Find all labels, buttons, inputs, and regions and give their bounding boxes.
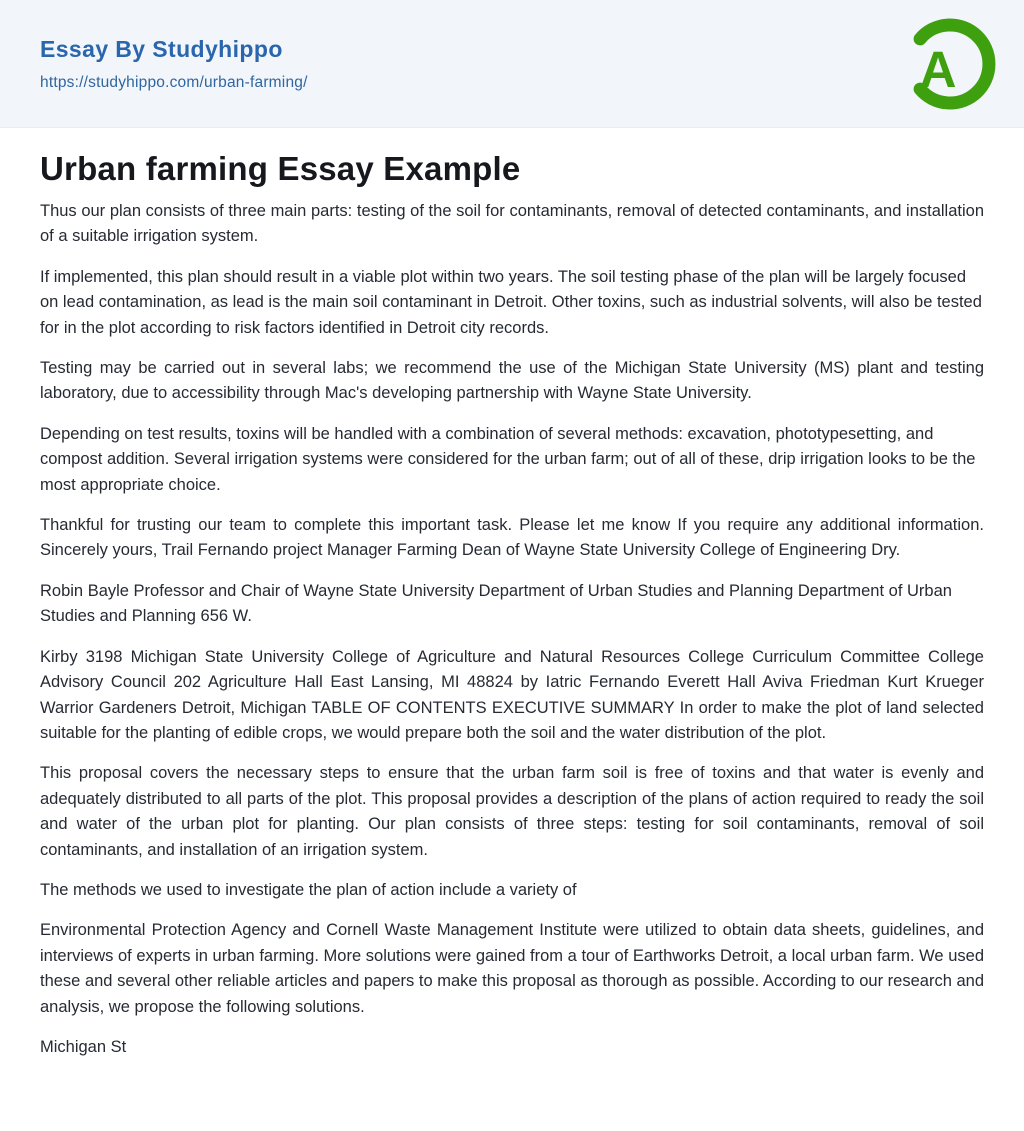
essay-paragraph: Robin Bayle Professor and Chair of Wayne State University Department of Urban Studies and Planning Department of Urban Studies and Planning 656 W. [40, 581, 952, 626]
essay-body [40, 199, 984, 1060]
page-header [0, 0, 1024, 128]
essay-paragraph: If implemented, this plan should result in a viable plot within two years. The soil testing phase of the plan will be largely focused on lead contamination, as lead is the main soil contaminant in Detroit. Other toxins, such as industrial solvents, will also be tested for in the plot according to risk factors identified in Detroit city records. [40, 267, 982, 337]
essay-content [0, 128, 1024, 1060]
essay-paragraph: Environmental Protection Agency and Cornell Waste Management Institute were utilized to obtain data sheets, guidelines, and interviews of experts in urban farming. More solutions were gained from a tour of Earthworks Detroit, a local urban farm. We used these and several other reliable articles and papers to make this proposal as thorough as possible. According to our research and analysis, we propose the following solutions. [40, 921, 984, 1016]
logo-arc-icon [904, 18, 996, 110]
studyhippo-logo [904, 18, 996, 110]
essay-paragraph: Depending on test results, toxins will be handled with a combination of several methods: excavation, phototypesetting, and compost addition. Several irrigation systems were considered for the urban farm; out of all of these, drip irrigation looks to be the most appropriate choice. [40, 424, 976, 494]
essay-paragraph: Thankful for trusting our team to complete this important task. Please let me know If you require any additional information. Sincerely yours, Trail Fernando project Manager Farming Dean of Wayne State University College of Engineering Dry. [40, 516, 984, 560]
essay-paragraph: This proposal covers the necessary steps to ensure that the urban farm soil is free of toxins and that water is evenly and adequately distributed to all parts of the plot. This proposal provides a description of the plans of action required to ready the soil and water of the urban plot for planting. Our plan consists of three steps: testing for soil contaminants, removal of soil contaminants, and installation of an irrigation system. [40, 764, 984, 859]
essay-paragraph: Thus our plan consists of three main parts: testing of the soil for contaminants, removal of detected contaminants, and installation of a suitable irrigation system. [40, 202, 984, 246]
essay-paragraph: Kirby 3198 Michigan State University College of Agriculture and Natural Resources College Curriculum Committee College Advisory Council 202 Agriculture Hall East Lansing, MI 48824 by Iatric Fernando Everett Hall Aviva Friedman Kurt Krueger Warrior Gardeners Detroit, Michigan TABLE OF CONTENTS EXECUTIVE SUMMARY In order to make the plot of land selected suitable for the planting of edible crops, we would prepare both the soil and the water distribution of the plot. [40, 647, 984, 742]
essay-paragraph: Michigan St [40, 1037, 127, 1056]
essay-title: Urban farming Essay Example [40, 150, 521, 187]
header-text-block [40, 36, 308, 92]
essay-paragraph: The methods we used to investigate the plan of action include a variety of [40, 880, 577, 899]
logo-letter: A [919, 40, 957, 98]
source-url-link[interactable]: https://studyhippo.com/urban-farming/ [40, 73, 308, 91]
site-title: Essay By Studyhippo [40, 35, 283, 62]
essay-paragraph: Testing may be carried out in several labs; we recommend the use of the Michigan State University (MS) plant and testing laboratory, due to accessibility through Mac's developing partnership with Wayne State University. [40, 359, 984, 403]
